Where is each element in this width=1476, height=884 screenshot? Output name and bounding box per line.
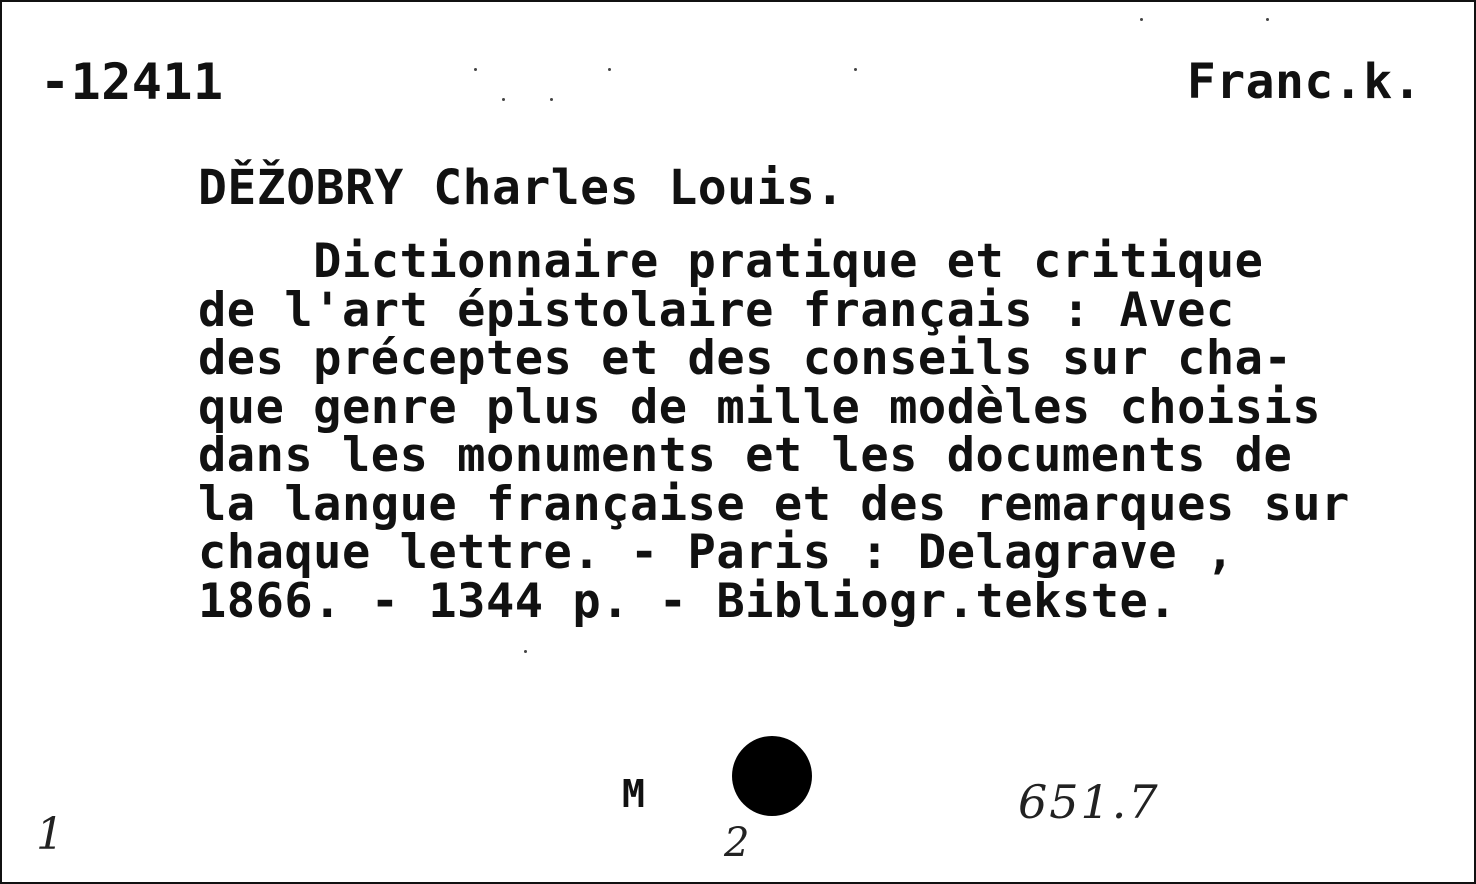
ink-speck <box>1266 18 1269 21</box>
call-number: -12411 <box>40 53 224 111</box>
description-line: dans les monuments et les documents de <box>198 428 1293 483</box>
ink-speck <box>524 650 527 653</box>
location-marker: M <box>622 772 646 816</box>
section-code: Franc.k. <box>1186 54 1422 110</box>
handwritten-volume-number: 2 <box>724 820 750 866</box>
handwritten-classification: 651.7 <box>1018 775 1160 829</box>
ink-speck <box>502 98 505 101</box>
description-line: chaque lettre. - Paris : Delagrave , <box>198 525 1235 580</box>
ink-speck <box>854 68 857 71</box>
ink-speck <box>474 68 477 71</box>
ink-speck <box>608 68 611 71</box>
punch-hole <box>732 736 812 816</box>
handwritten-copy-number: 1 <box>36 809 64 860</box>
ink-speck <box>550 98 553 101</box>
description-line: de l'art épistolaire français : Avec <box>198 282 1235 338</box>
ink-speck <box>1140 18 1143 21</box>
description-line: que genre plus de mille modèles choisis <box>198 379 1322 435</box>
description-line: 1866. - 1344 p. - Bibliogr.tekste. <box>198 573 1178 629</box>
description-line: Dictionnaire pratique et critique <box>198 234 1264 289</box>
bibliographic-description <box>198 234 1438 629</box>
description-line: la langue française et des remarques sur <box>198 476 1350 532</box>
author-heading: DĚŽOBRY Charles Louis. <box>198 160 845 216</box>
description-line: des préceptes et des conseils sur cha- <box>198 331 1293 386</box>
